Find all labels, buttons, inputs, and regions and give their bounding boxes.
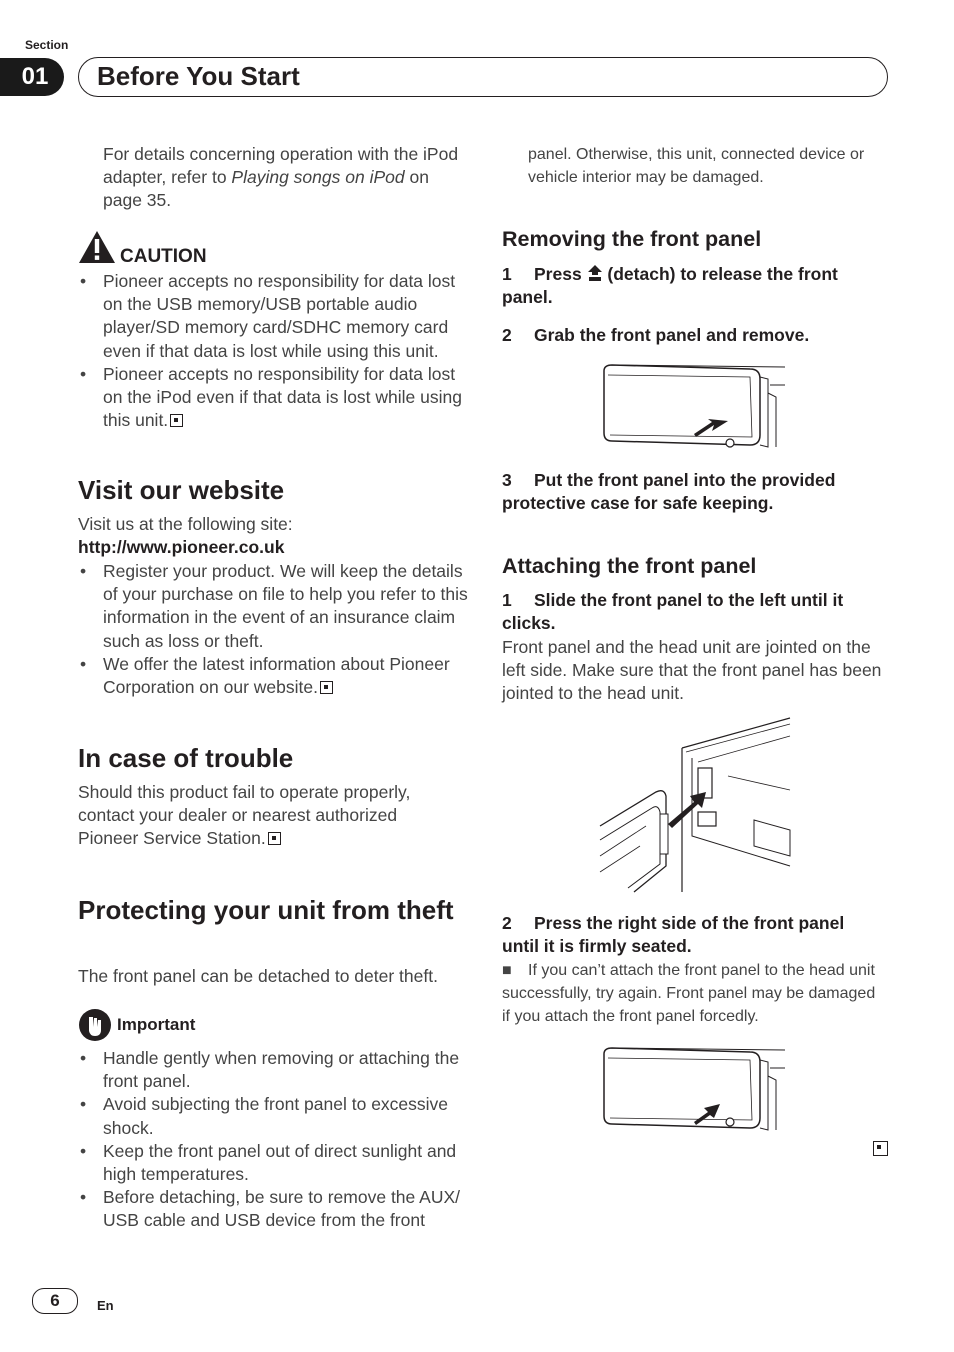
attaching-step-1: 1 Slide the front panel to the left until it clicks. bbox=[502, 590, 844, 634]
step-number: 3 bbox=[502, 470, 512, 490]
end-mark-icon bbox=[871, 1141, 888, 1160]
press-panel-illustration bbox=[600, 1046, 790, 1134]
important-item: • Before detaching, be sure to remove the AUX/ USB cable and USB device from the front bbox=[80, 1187, 461, 1231]
attaching-note: ■ If you can’t attach the front panel to the head unit successfully, try again. Front panel may be damaged if you attach the front panel forcedly. bbox=[502, 959, 887, 1029]
language-code: En bbox=[97, 1298, 114, 1313]
important-title: Important bbox=[117, 1015, 196, 1034]
website-heading: Visit our website bbox=[78, 475, 285, 505]
removing-heading: Removing the front panel bbox=[502, 227, 762, 251]
removing-step-1: 1 Press (detach) to release the front panel. bbox=[502, 264, 838, 308]
step-number: 1 bbox=[502, 264, 512, 284]
attaching-step-2: 2 Press the right side of the front panel until it is firmly seated. bbox=[502, 913, 845, 957]
trouble-heading: In case of trouble bbox=[78, 743, 294, 773]
removing-step-2: 2 Grab the front panel and remove. bbox=[502, 324, 882, 347]
ipod-note-pre: For details concerning operation with the iPod adapter, refer to bbox=[103, 144, 459, 188]
step-number: 2 bbox=[502, 913, 512, 933]
attach-panel-illustration bbox=[598, 716, 794, 894]
theft-text: The front panel can be detached to deter theft. bbox=[78, 966, 438, 986]
website-url[interactable]: http://www.pioneer.co.uk bbox=[78, 537, 285, 557]
attaching-step-1-text: Front panel and the head unit are jointed on the left side. Make sure that the front panel has been jointed to the head unit. bbox=[502, 637, 882, 704]
removing-step-3: 3 Put the front panel into the provided protective case for safe keeping. bbox=[502, 470, 836, 514]
step-number: 2 bbox=[502, 325, 512, 345]
page-number: 6 bbox=[32, 1288, 78, 1314]
remove-panel-illustration bbox=[600, 363, 790, 451]
important-item: • Keep the front panel out of direct sunlight and high temperatures. bbox=[80, 1140, 457, 1185]
attaching-heading: Attaching the front panel bbox=[502, 554, 757, 578]
trouble-text: Should this product fail to operate properly, contact your dealer or nearest authorized Pioneer Service Station. bbox=[78, 782, 411, 849]
end-mark-icon bbox=[268, 832, 281, 845]
website-item: • Register your product. We will keep the details of your purchase on file to help you refer to this information in the event of an insurance claim such as loss or theft. bbox=[80, 561, 468, 651]
end-mark-icon bbox=[170, 414, 183, 427]
caution-item: • Pioneer accepts no responsibility for data lost on the iPod even if that data is lost while using this unit. bbox=[80, 363, 462, 431]
section-number-tab bbox=[0, 58, 64, 96]
caution-list bbox=[78, 270, 468, 432]
important-item: • Avoid subjecting the front panel to excessive shock. bbox=[80, 1094, 449, 1138]
website-item: • We offer the latest information about Pioneer Corporation on our website. bbox=[80, 653, 450, 698]
website-intro: Visit us at the following site: bbox=[78, 514, 293, 534]
website-list bbox=[78, 560, 468, 699]
ipod-note bbox=[103, 143, 468, 213]
page-title: Before You Start bbox=[97, 61, 300, 91]
note-square-icon: ■ bbox=[502, 962, 512, 979]
important-hand-icon bbox=[78, 1008, 112, 1042]
caution-item: • Pioneer accepts no responsibility for data lost on the USB memory/USB portable audio player/SD memory card/SDHC memory card even if that data is lost while using this unit. bbox=[80, 271, 456, 361]
caution-warning-icon bbox=[78, 230, 116, 264]
caution-title: CAUTION bbox=[120, 246, 207, 267]
continued-text: panel. Otherwise, this unit, connected device or vehicle interior may be damaged. bbox=[528, 146, 865, 187]
theft-heading: Protecting your unit from theft bbox=[78, 895, 454, 925]
important-item: • Handle gently when removing or attaching the front panel. bbox=[80, 1048, 460, 1092]
section-label: Section bbox=[25, 38, 69, 52]
section-number: 01 bbox=[21, 63, 49, 90]
ipod-note-link: Playing songs on iPod bbox=[231, 167, 405, 188]
ipod-note-post: on page 35. bbox=[103, 167, 429, 211]
step-number: 1 bbox=[502, 590, 512, 610]
important-list bbox=[78, 1047, 468, 1233]
end-mark-icon bbox=[320, 681, 333, 694]
detach-button-icon bbox=[587, 264, 603, 282]
